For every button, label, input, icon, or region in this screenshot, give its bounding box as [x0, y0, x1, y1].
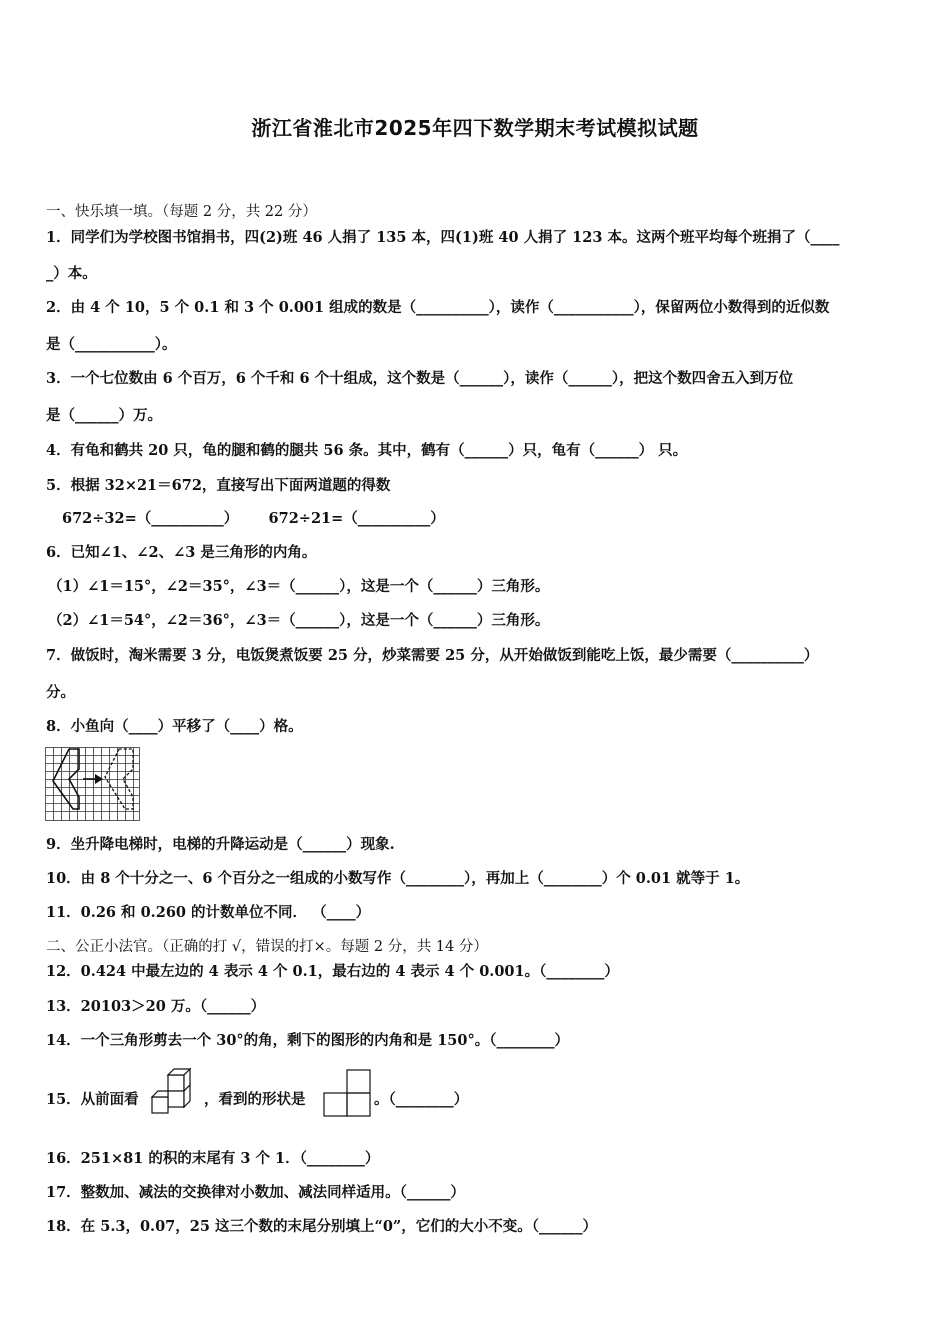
question-11: 11．0.26 和 0.260 的计数单位不同． （____）	[46, 904, 371, 921]
question-3-line-2: 是（______）万。	[46, 407, 162, 424]
question-6-part-1: （1）∠1＝15°，∠2＝35°，∠3＝（______），这是一个（______）三角形。	[48, 578, 550, 595]
question-15-part-2: ，看到的形状是	[204, 1091, 306, 1108]
question-12: 12．0.424 中最左边的 4 表示 4 个 0.1，最右边的 4 表示 4 个 0.001。（________）	[46, 963, 619, 980]
question-1-line-2: _）本。	[46, 265, 97, 282]
question-7-line-2: 分。	[46, 684, 75, 701]
question-7-line-1: 7．做饭时，淘米需要 3 分，电饭煲煮饭要 25 分，炒菜需要 25 分，从开始做饭到能吃上饭，最少需要（__________）	[46, 647, 819, 664]
question-8: 8．小鱼向（____）平移了（____）格。	[46, 718, 303, 735]
question-6-part-2: （2）∠1＝54°，∠2＝36°，∠3＝（______），这是一个（______）三角形。	[48, 612, 550, 629]
front-view-shape-figure	[322, 1069, 372, 1117]
question-15-part-3: 。（________）	[374, 1091, 469, 1108]
question-4: 4．有龟和鹤共 20 只，龟的腿和鹤的腿共 56 条。其中，鹤有（______）只，龟有（______） 只。	[46, 442, 688, 459]
question-14: 14．一个三角形剪去一个 30°的角，剩下的图形的内角和是 150°。（________）	[46, 1032, 569, 1049]
question-1-line-1: 1．同学们为学校图书馆捐书，四(2)班 46 人捐了 135 本，四(1)班 40 人捐了 123 本。这两个班平均每个班捐了（____	[46, 229, 840, 246]
fish-grid-figure	[45, 747, 141, 822]
question-2-line-2: 是（___________）。	[46, 336, 177, 353]
question-17: 17．整数加、减法的交换律对小数加、减法同样适用。（______）	[46, 1184, 465, 1201]
page-title: 浙江省淮北市2025年四下数学期末考试模拟试题	[251, 116, 699, 140]
section-one-heading: 一、快乐填一填。（每题 2 分，共 22 分）	[46, 204, 317, 220]
question-16: 16．251×81 的积的末尾有 3 个 1．（________）	[46, 1150, 380, 1167]
question-5-answers: 672÷32=（__________） 672÷21=（__________）	[62, 510, 445, 527]
question-2-line-1: 2．由 4 个 10，5 个 0.1 和 3 个 0.001 组成的数是（__________），读作（___________），保留两位小数得到的近似数	[46, 299, 830, 316]
question-9: 9．坐升降电梯时，电梯的升降运动是（______）现象.	[46, 836, 395, 853]
stacked-cubes-figure	[148, 1067, 196, 1115]
question-6: 6．已知∠1、∠2、∠3 是三角形的内角。	[46, 544, 317, 561]
question-10: 10．由 8 个十分之一、6 个百分之一组成的小数写作（________），再加上（________）个 0.01 就等于 1。	[46, 870, 750, 887]
question-18: 18．在 5.3，0.07，25 这三个数的末尾分别填上“0”，它们的大小不变。（______）	[46, 1218, 598, 1235]
question-5: 5．根据 32×21＝672，直接写出下面两道题的得数	[46, 477, 391, 494]
question-3-line-1: 3．一个七位数由 6 个百万，6 个千和 6 个十组成，这个数是（______），读作（______），把这个数四舍五入到万位	[46, 370, 794, 387]
question-13: 13．20103＞20 万。（______）	[46, 998, 266, 1015]
section-two-heading: 二、公正小法官。（正确的打 √，错误的打×。每题 2 分，共 14 分）	[46, 939, 488, 955]
question-15-part-1: 15．从前面看	[46, 1091, 139, 1108]
